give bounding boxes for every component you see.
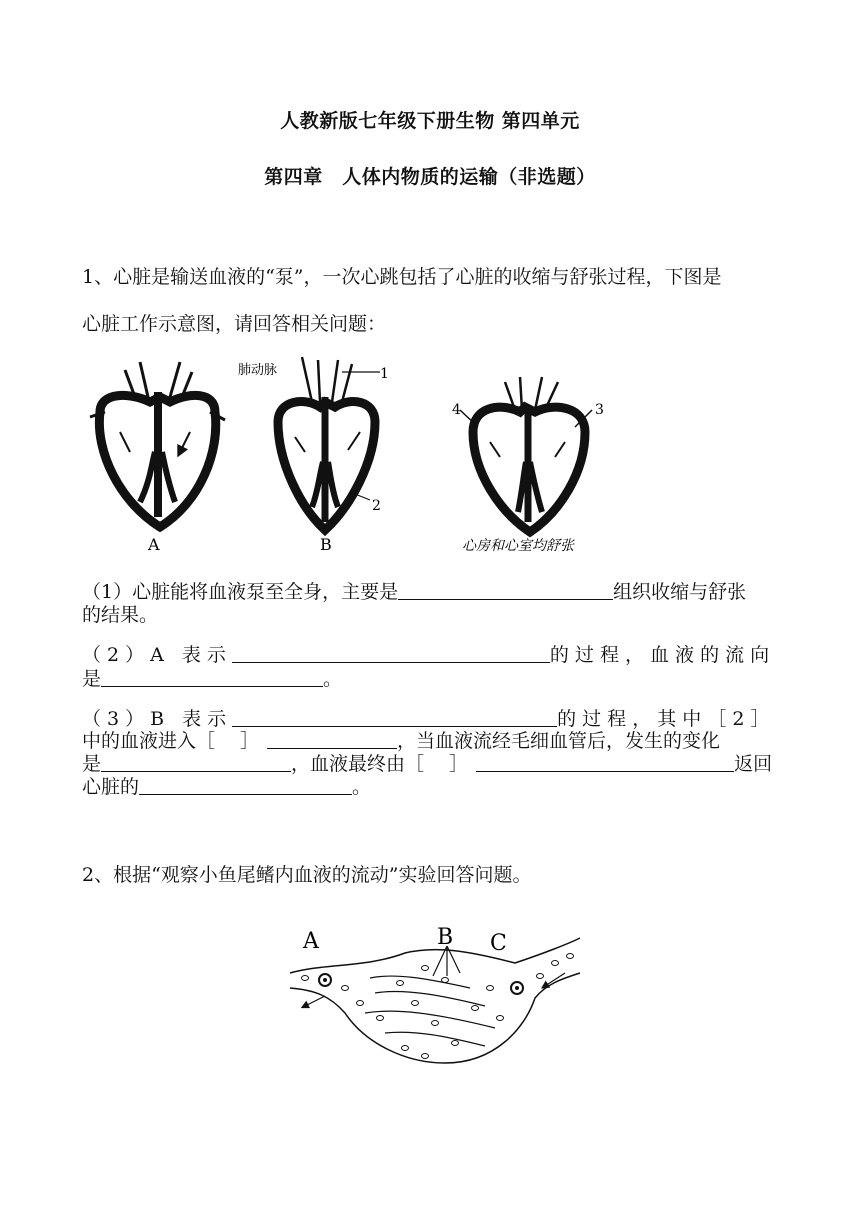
q1-sub2-line2	[82, 664, 342, 691]
label-a: A	[148, 535, 160, 554]
q1-sub3-prefix: （3）B 表示	[82, 708, 233, 730]
fish-label-c: C	[490, 931, 507, 956]
label-pulmonary-artery: 肺动脉	[238, 363, 278, 378]
q1-sub1-line1	[82, 577, 746, 604]
q1-sub1-suffix-a: 组织收缩与舒张	[613, 581, 747, 603]
label-3: 3	[595, 402, 604, 418]
q1-sub3-blank-vessel[interactable]	[267, 730, 397, 749]
q1-sub3-line2-b: ，当血液流经毛细血管后，发生的变化	[397, 730, 721, 752]
q1-sub3-line3-a: 是	[82, 753, 102, 775]
q1-sub2-prefix: （2）A 表示	[82, 644, 232, 666]
label-1: 1	[380, 366, 389, 382]
label-2: 2	[372, 498, 381, 514]
q1-sub2-mid: 的 过 程 ， 血 液 的 流 向	[549, 644, 770, 666]
q1-text-line1: 1、心脏是输送血液的“泵”，一次心跳包括了心脏的收缩与舒张过程，下图是	[82, 266, 722, 288]
fish-label-a: A	[303, 929, 319, 954]
q1-sub1-prefix: （1）心脏能将血液泵至全身，主要是	[82, 581, 399, 603]
q1-sub3-blank-return-vessel[interactable]	[476, 753, 734, 772]
heart-a-figure	[90, 362, 225, 527]
heart-b-figure	[278, 357, 380, 530]
heart-diagram	[80, 352, 620, 562]
q1-sub3-blank-process[interactable]	[232, 708, 557, 727]
label-b: B	[320, 535, 332, 554]
label-c-caption: 心房和心室均舒张	[462, 538, 574, 554]
q1-sub3-line3-b: ，血液最终由［ ］	[291, 753, 469, 775]
q1-sub3-line4-b: 。	[352, 776, 372, 798]
q2-text-line1: 2、根据“观察小鱼尾鳍内血液的流动”实验回答问题。	[82, 864, 532, 886]
q1-sub2-line1	[82, 640, 769, 667]
q1-sub2-blank-process[interactable]	[232, 644, 550, 663]
q1-sub2-line2-prefix: 是	[82, 668, 102, 690]
q1-sub3-line4	[82, 772, 371, 799]
q1-sub3-line3-c: 返回	[734, 753, 773, 775]
q1-sub2-blank-flow[interactable]	[101, 668, 323, 687]
q1-sub3-blank-chamber[interactable]	[139, 776, 352, 795]
q1-sub3-mid: 的 过 程 ， 其 中 ［ 2 ］	[557, 708, 770, 730]
q1-sub3-blank-change[interactable]	[101, 753, 291, 772]
q1-sub1-suffix-b: 的结果。	[82, 604, 159, 626]
document-title: 人教新版七年级下册生物 第四单元	[280, 110, 580, 132]
q1-sub1-blank[interactable]	[398, 581, 613, 600]
label-4: 4	[452, 402, 461, 418]
fish-tail-blood-flow-diagram	[285, 918, 585, 1073]
q1-text-line2: 心脏工作示意图，请回答相关问题：	[82, 313, 387, 335]
chapter-title: 第四章 人体内物质的运输（非选题）	[264, 166, 596, 188]
q1-sub3-line2-a: 中的血液进入［ ］	[82, 730, 260, 752]
q1-sub3-line4-a: 心脏的	[82, 776, 140, 798]
fish-label-b: B	[437, 925, 454, 950]
q1-sub2-line2-end: 。	[323, 668, 343, 690]
heart-c-figure	[460, 377, 592, 532]
